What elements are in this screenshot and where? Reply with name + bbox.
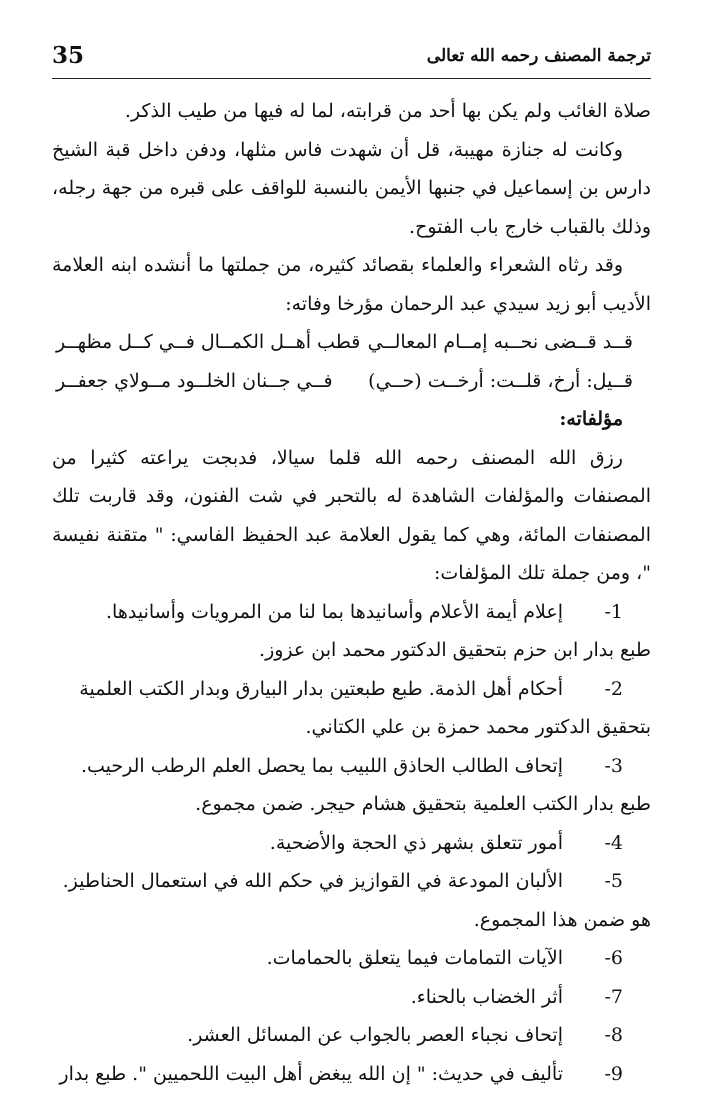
item-number: -5 xyxy=(604,870,623,892)
item-number: -9 xyxy=(604,1062,623,1085)
page-body xyxy=(52,92,651,1093)
list-item xyxy=(52,670,651,709)
paragraph-2: وكانت له جنازة مهيبة، قل أن شهدت فاس مثلها، ودفن داخل قبة الشيخ دارس بن إسماعيل في جنبها الأيمن بالنسبة للواقف على قبره من جهة رجله، وذلك بالقباب خارج باب الفتوح. xyxy=(52,138,651,238)
verse-1-second-hemistich: قطب أهــل الكمــال فــي كــل مظهــر xyxy=(56,331,361,353)
page-header xyxy=(52,38,651,79)
item-title: الآيات التمامات فيما يتعلق بالحمامات. xyxy=(266,947,563,969)
item-title: الألبان المودعة في القوازيز في حكم الله في استعمال الحناطيز. xyxy=(62,870,563,892)
list-item xyxy=(52,747,651,786)
item-number: -1 xyxy=(604,600,623,623)
section-title-works: مؤلفاته: xyxy=(559,408,623,430)
item-number: -6 xyxy=(604,947,623,969)
item-continuation: طبع بدار ابن حزم بتحقيق الدكتور محمد ابن عزوز. xyxy=(259,639,651,661)
item-continuation: بتحقيق الدكتور محمد حمزة بن علي الكتاني. xyxy=(305,716,651,738)
item-title: إتحاف نجباء العصر بالجواب عن المسائل العشر. xyxy=(187,1024,563,1046)
item-number: -2 xyxy=(604,677,623,700)
item-title: أثر الخضاب بالحناء. xyxy=(410,985,563,1008)
list-item xyxy=(52,1055,651,1094)
verse-line-2 xyxy=(52,362,633,401)
item-number: -4 xyxy=(604,831,623,854)
verse-2-first-hemistich: قــيل: أرخ، قلــت: أرخــت (حــي) xyxy=(368,369,633,392)
page-number: 35 xyxy=(52,42,85,69)
item-number: -7 xyxy=(604,985,623,1008)
paragraph-3: وقد رثاه الشعراء والعلماء بقصائد كثيره، من جملتها ما أنشده ابنه العلامة الأديب أبو زيد سيدي عبد الرحمان مؤرخا وفاته: xyxy=(52,254,651,315)
list-item xyxy=(52,978,651,1017)
paragraph-1: صلاة الغائب ولم يكن بها أحد من قرابته، لما له فيها من طيب الذكر. xyxy=(124,100,651,122)
list-item xyxy=(52,862,651,901)
verse-line-1 xyxy=(52,323,633,362)
item-continuation: هو ضمن هذا المجموع. xyxy=(473,908,651,931)
item-title: إتحاف الطالب الحاذق اللبيب بما يحصل العلم الرطب الرحيب. xyxy=(80,754,563,777)
list-item xyxy=(52,824,651,863)
item-title: أحكام أهل الذمة. طبع طبعتين بدار البيارق وبدار الكتب العلمية xyxy=(79,677,563,700)
list-item xyxy=(52,1016,651,1055)
item-title: أمور تتعلق بشهر ذي الحجة والأضحية. xyxy=(269,831,563,854)
verse-2-second-hemistich: فــي جــنان الخلــود مــولاي جعفــر xyxy=(56,369,333,392)
item-number: -3 xyxy=(604,754,623,777)
item-continuation: طبع بدار الكتب العلمية بتحقيق هشام حيجر. ضمن مجموع. xyxy=(195,793,651,815)
running-title: ترجمة المصنف رحمه الله تعالى xyxy=(426,46,651,66)
item-title: إعلام أيمة الأعلام وأسانيدها بما لنا من المرويات وأسانيدها. xyxy=(106,600,563,623)
paragraph-4: رزق الله المصنف رحمه الله قلما سيالا، فدبجت يراعته كثيرا من المصنفات والمؤلفات الشاهدة له بالتحبر في شت الفنون، وقد قاربت تلك المصنفات المائة، وهي كما يقول العلامة عبد الحفيظ الفاسي: " متقنة نفيسة "، ومن جملة تلك المؤلفات: xyxy=(52,446,651,584)
item-title: تأليف في حديث: " إن الله يبغض أهل البيت اللحميين ". طبع بدار xyxy=(59,1062,563,1085)
item-number: -8 xyxy=(604,1024,623,1046)
list-item xyxy=(52,593,651,632)
verse-1-first-hemistich: قــد قــضى نحــبه إمــام المعالــي xyxy=(367,331,633,353)
list-item xyxy=(52,939,651,978)
works-list xyxy=(52,593,651,1094)
